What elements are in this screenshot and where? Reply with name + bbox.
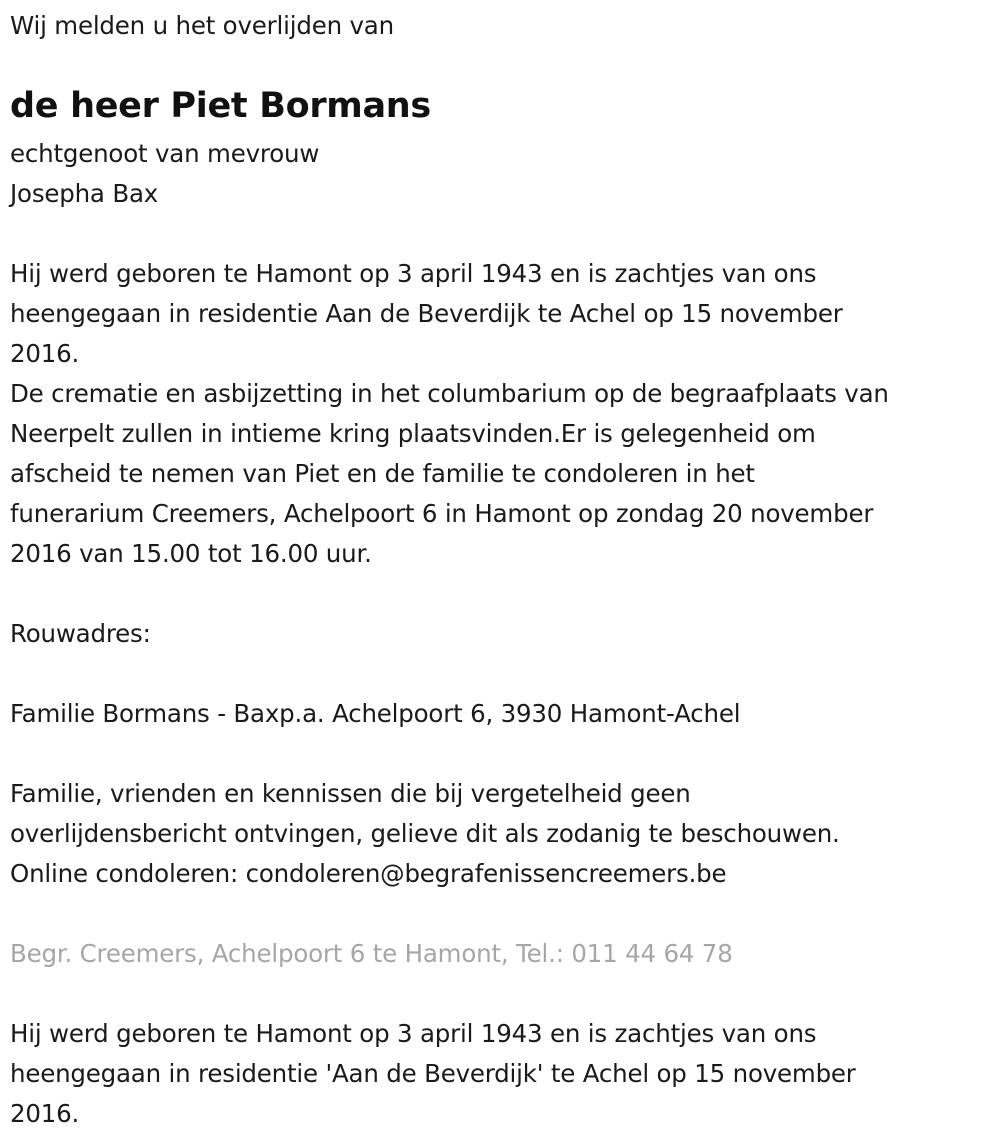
paragraph-line: afscheid te nemen van Piet en de familie te condoleren in het xyxy=(10,459,755,488)
deceased-name: de heer Piet Bormans xyxy=(10,86,431,126)
paragraph-line: 2016. xyxy=(10,1099,80,1128)
spouse-name: Josepha Bax xyxy=(10,179,159,208)
notice-paragraph xyxy=(10,774,840,894)
paragraph-line: De crematie en asbijzetting in het columbarium op de begraafplaats van xyxy=(10,379,889,408)
mourning-address: Familie Bormans - Baxp.a. Achelpoort 6, 3930 Hamont-Achel xyxy=(10,699,741,728)
paragraph-line: Hij werd geboren te Hamont op 3 april 1943 en is zachtjes van ons xyxy=(10,1019,817,1048)
paragraph-line: funerarium Creemers, Achelpoort 6 in Hamont op zondag 20 november xyxy=(10,499,874,528)
paragraph-line: heengegaan in residentie 'Aan de Beverdijk' te Achel op 15 november xyxy=(10,1059,856,1088)
paragraph-line: heengegaan in residentie Aan de Beverdijk te Achel op 15 november xyxy=(10,299,843,328)
intro-text: Wij melden u het overlijden van xyxy=(10,11,394,40)
address-label: Rouwadres: xyxy=(10,619,151,648)
paragraph-line: overlijdensbericht ontvingen, gelieve dit als zodanig te beschouwen. xyxy=(10,819,840,848)
paragraph-line: Hij werd geboren te Hamont op 3 april 1943 en is zachtjes van ons xyxy=(10,259,817,288)
spouse-line: echtgenoot van mevrouw xyxy=(10,139,320,168)
repeat-paragraph xyxy=(10,1014,856,1134)
birth-death-paragraph xyxy=(10,254,889,574)
condolence-line: Online condoleren: condoleren@begrafenissencreemers.be xyxy=(10,859,727,888)
spouse-block xyxy=(10,134,319,214)
paragraph-line: Familie, vrienden en kennissen die bij vergetelheid geen xyxy=(10,779,691,808)
paragraph-line: Neerpelt zullen in intieme kring plaatsvinden.Er is gelegenheid om xyxy=(10,419,816,448)
paragraph-line: 2016. xyxy=(10,339,80,368)
paragraph-line: 2016 van 15.00 tot 16.00 uur. xyxy=(10,539,372,568)
funeral-home-footer: Begr. Creemers, Achelpoort 6 te Hamont, Tel.: 011 44 64 78 xyxy=(10,939,733,968)
